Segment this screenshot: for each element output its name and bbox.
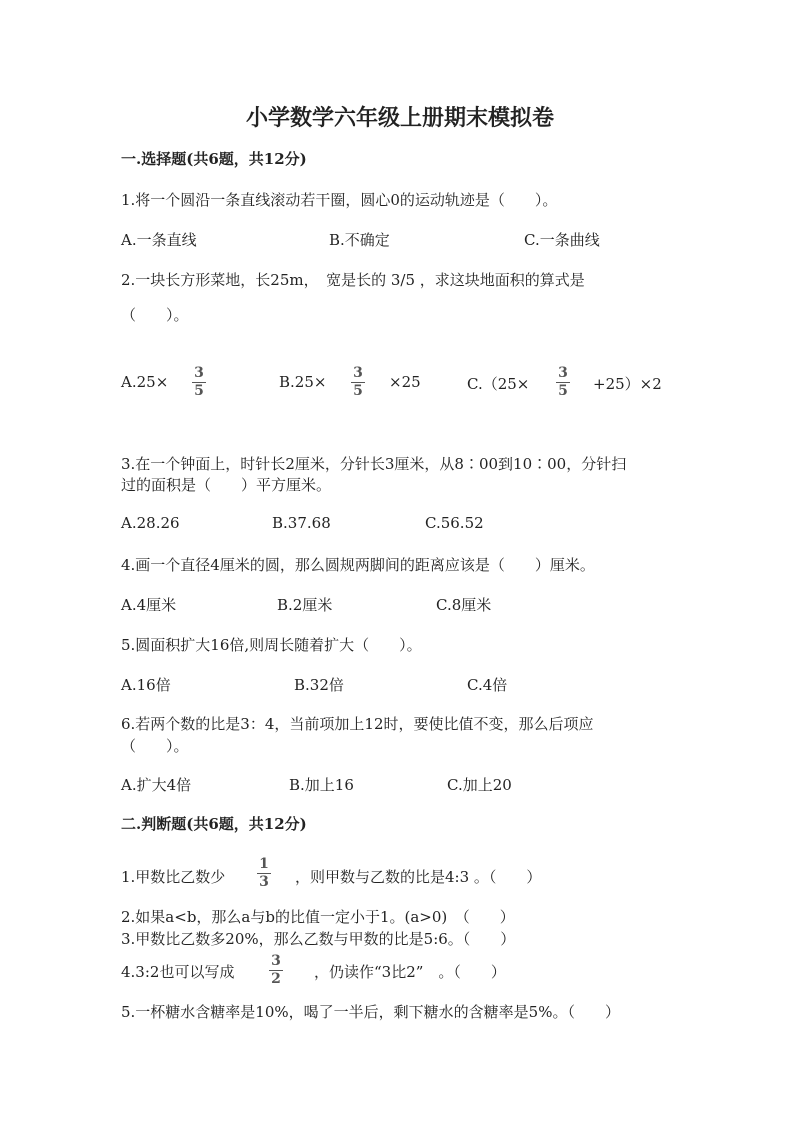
choice-q2-option-b-prefix: B.25× (279, 373, 327, 391)
judge-q2-text: 2.如果a<b，那么a与b的比值一定小于1。(a>0) （ ） (121, 908, 515, 926)
choice-q2-option-a-fraction (192, 366, 206, 399)
choice-q2-option-b-suffix: ×25 (389, 373, 421, 391)
choice-q2-option-c-fraction (556, 366, 570, 399)
choice-q6-line1: 6.若两个数的比是3：4，当前项加上12时，要使比值不变，那么后项应 (121, 715, 594, 733)
section-heading-choice: 一.选择题(共6题，共12分) (121, 150, 307, 168)
judge-q4-suffix: ，仍读作“3比2” 。（ ） (314, 963, 506, 981)
fraction-denominator: 5 (353, 383, 363, 399)
choice-q6-line2: （ ）。 (121, 737, 189, 755)
choice-q6-option-a: A.扩大4倍 (121, 776, 192, 794)
choice-q6-option-b: B.加上16 (289, 776, 354, 794)
fraction-numerator: 3 (558, 365, 568, 381)
choice-q1-option-a: A.一条直线 (121, 231, 197, 249)
choice-q4-text: 4.画一个直径4厘米的圆，那么圆规两脚间的距离应该是（ ）厘米。 (121, 556, 595, 574)
choice-q3-option-c: C.56.52 (425, 514, 484, 532)
choice-q2-line2: （ ）。 (121, 306, 189, 324)
choice-q4-option-b: B.2厘米 (277, 596, 333, 614)
page-title: 小学数学六年级上册期末模拟卷 (245, 105, 554, 131)
choice-q3-option-b: B.37.68 (272, 514, 331, 532)
judge-q3-text: 3.甲数比乙数多20%，那么乙数与甲数的比是5:6。（ ） (121, 930, 516, 948)
judge-q1-prefix: 1.甲数比乙数少 (121, 868, 226, 886)
choice-q6-option-c: C.加上20 (447, 776, 512, 794)
fraction-denominator: 5 (194, 383, 204, 399)
fraction-numerator: 3 (271, 953, 281, 969)
choice-q2-option-c-prefix: C.（25× (467, 375, 530, 393)
choice-q3-option-a: A.28.26 (121, 514, 180, 532)
choice-q5-option-c: C.4倍 (467, 676, 508, 694)
fraction-numerator: 1 (259, 856, 269, 872)
choice-q4-option-a: A.4厘米 (121, 596, 177, 614)
choice-q3-line1: 3.在一个钟面上，时针长2厘米，分针长3厘米，从8∶00到10∶00，分针扫 (121, 455, 627, 473)
fraction-numerator: 3 (353, 365, 363, 381)
choice-q1-text: 1.将一个圆沿一条直线滚动若干圈，圆心0的运动轨迹是（ ）。 (121, 191, 558, 209)
judge-q1-suffix: ，则甲数与乙数的比是4:3 。（ ） (295, 868, 542, 886)
choice-q1-option-c: C.一条曲线 (524, 231, 600, 249)
judge-q1-fraction (257, 857, 271, 890)
choice-q2-option-c-suffix: +25）×2 (593, 375, 662, 393)
fraction-denominator: 3 (259, 874, 269, 890)
fraction-denominator: 5 (558, 383, 568, 399)
choice-q1-option-b: B.不确定 (329, 231, 390, 249)
judge-q5-text: 5.一杯糖水含糖率是10%，喝了一半后，剩下糖水的含糖率是5%。（ ） (121, 1003, 620, 1021)
choice-q5-option-a: A.16倍 (121, 676, 171, 694)
fraction-numerator: 3 (194, 365, 204, 381)
choice-q3-line2: 过的面积是（ ）平方厘米。 (121, 476, 332, 494)
choice-q4-option-c: C.8厘米 (436, 596, 492, 614)
fraction-denominator: 2 (271, 971, 281, 987)
choice-q2-line1: 2.一块长方形菜地，长25m， 宽是长的 3/5 ，求这块地面积的算式是 (121, 271, 585, 289)
choice-q2-option-a-prefix: A.25× (121, 373, 169, 391)
judge-q4-fraction (269, 954, 283, 987)
judge-q4-prefix: 4.3:2也可以写成 (121, 963, 235, 981)
choice-q5-option-b: B.32倍 (294, 676, 344, 694)
section-heading-judgement: 二.判断题(共6题，共12分) (121, 815, 307, 833)
choice-q2-option-b-fraction (351, 366, 365, 399)
choice-q5-text: 5.圆面积扩大16倍,则周长随着扩大（ ）。 (121, 636, 422, 654)
